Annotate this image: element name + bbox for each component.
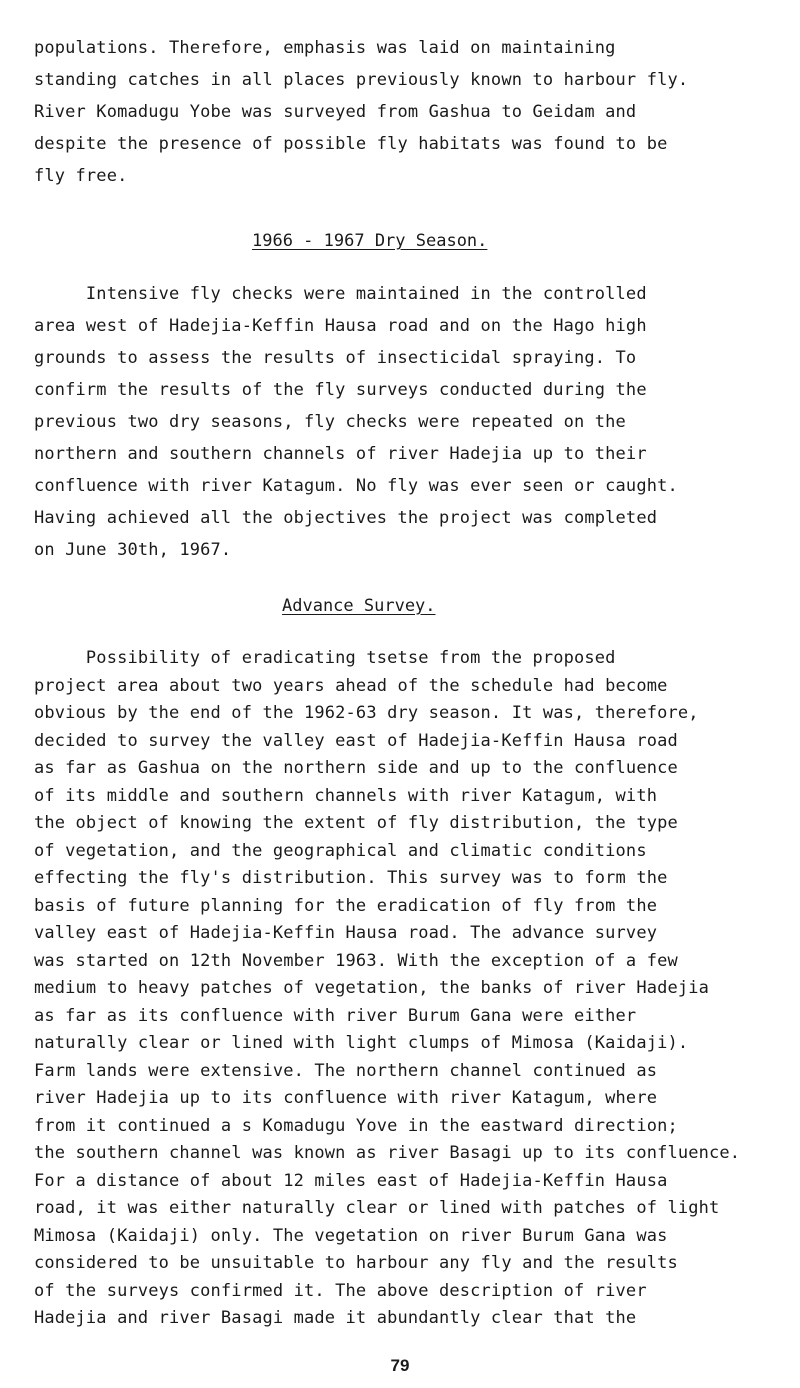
paragraph-line: river Hadejia up to its confluence with river Katagum, where — [34, 1088, 658, 1108]
paragraph-line: naturally clear or lined with light clumps of Mimosa (Kaidaji). — [34, 1033, 689, 1053]
paragraph-line: confirm the results of the fly surveys conducted during the — [34, 380, 647, 400]
paragraph-line: decided to survey the valley east of Hadejia-Keffin Hausa road — [34, 731, 678, 751]
paragraph-line: considered to be unsuitable to harbour any fly and the results — [34, 1253, 678, 1273]
page-number: 79 — [390, 1356, 410, 1375]
paragraph-line: northern and southern channels of river Hadejia up to their — [34, 444, 647, 464]
paragraph-line: River Komadugu Yobe was surveyed from Gashua to Geidam and — [34, 102, 637, 122]
paragraph-line: of its middle and southern channels with river Katagum, with — [34, 786, 658, 806]
paragraph-line: the southern channel was known as river Basagi up to its confluence. — [34, 1143, 741, 1163]
paragraph-line: area west of Hadejia-Keffin Hausa road and on the Hago high — [34, 316, 647, 336]
paragraph-line: was started on 12th November 1963. With the exception of a few — [34, 951, 678, 971]
paragraph-line: of vegetation, and the geographical and climatic conditions — [34, 841, 647, 861]
paragraph-line: of the surveys confirmed it. The above description of river — [34, 1281, 647, 1301]
paragraph-line: standing catches in all places previously known to harbour fly. — [34, 70, 689, 90]
paragraph-line: as far as its confluence with river Burum Gana were either — [34, 1006, 637, 1026]
paragraph-line: populations. Therefore, emphasis was laid on maintaining — [34, 38, 616, 58]
paragraph-line: Farm lands were extensive. The northern channel continued as — [34, 1061, 658, 1081]
paragraph-line: Intensive fly checks were maintained in the controlled — [34, 284, 647, 304]
section-heading-1966-1967: 1966 - 1967 Dry Season. — [252, 231, 488, 251]
paragraph-line: Hadejia and river Basagi made it abundantly clear that the — [34, 1308, 637, 1328]
paragraph-line: road, it was either naturally clear or lined with patches of light — [34, 1198, 720, 1218]
paragraph-line: despite the presence of possible fly habitats was found to be — [34, 134, 668, 154]
paragraph-line: effecting the fly's distribution. This survey was to form the — [34, 868, 668, 888]
paragraph-line: obvious by the end of the 1962-63 dry season. It was, therefore, — [34, 703, 699, 723]
paragraph-line: Possibility of eradicating tsetse from the proposed — [34, 648, 616, 668]
paragraph-line: project area about two years ahead of the schedule had become — [34, 676, 668, 696]
paragraph-line: For a distance of about 12 miles east of Hadejia-Keffin Hausa — [34, 1171, 668, 1191]
paragraph-line: fly free. — [34, 166, 128, 186]
paragraph-line: basis of future planning for the eradication of fly from the — [34, 896, 658, 916]
paragraph-line: medium to heavy patches of vegetation, the banks of river Hadejia — [34, 978, 710, 998]
paragraph-line: on June 30th, 1967. — [34, 540, 232, 560]
paragraph-line: Mimosa (Kaidaji) only. The vegetation on river Burum Gana was — [34, 1226, 668, 1246]
paragraph-line: from it continued a s Komadugu Yove in the eastward direction; — [34, 1116, 678, 1136]
paragraph-line: previous two dry seasons, fly checks were repeated on the — [34, 412, 626, 432]
paragraph-line: as far as Gashua on the northern side and up to the confluence — [34, 758, 678, 778]
paragraph-line: Having achieved all the objectives the project was completed — [34, 508, 658, 528]
paragraph-line: the object of knowing the extent of fly distribution, the type — [34, 813, 678, 833]
paragraph-line: valley east of Hadejia-Keffin Hausa road. The advance survey — [34, 923, 658, 943]
paragraph-line: grounds to assess the results of insecticidal spraying. To — [34, 348, 637, 368]
section-heading-advance-survey: Advance Survey. — [282, 596, 436, 616]
paragraph-line: confluence with river Katagum. No fly was ever seen or caught. — [34, 476, 678, 496]
